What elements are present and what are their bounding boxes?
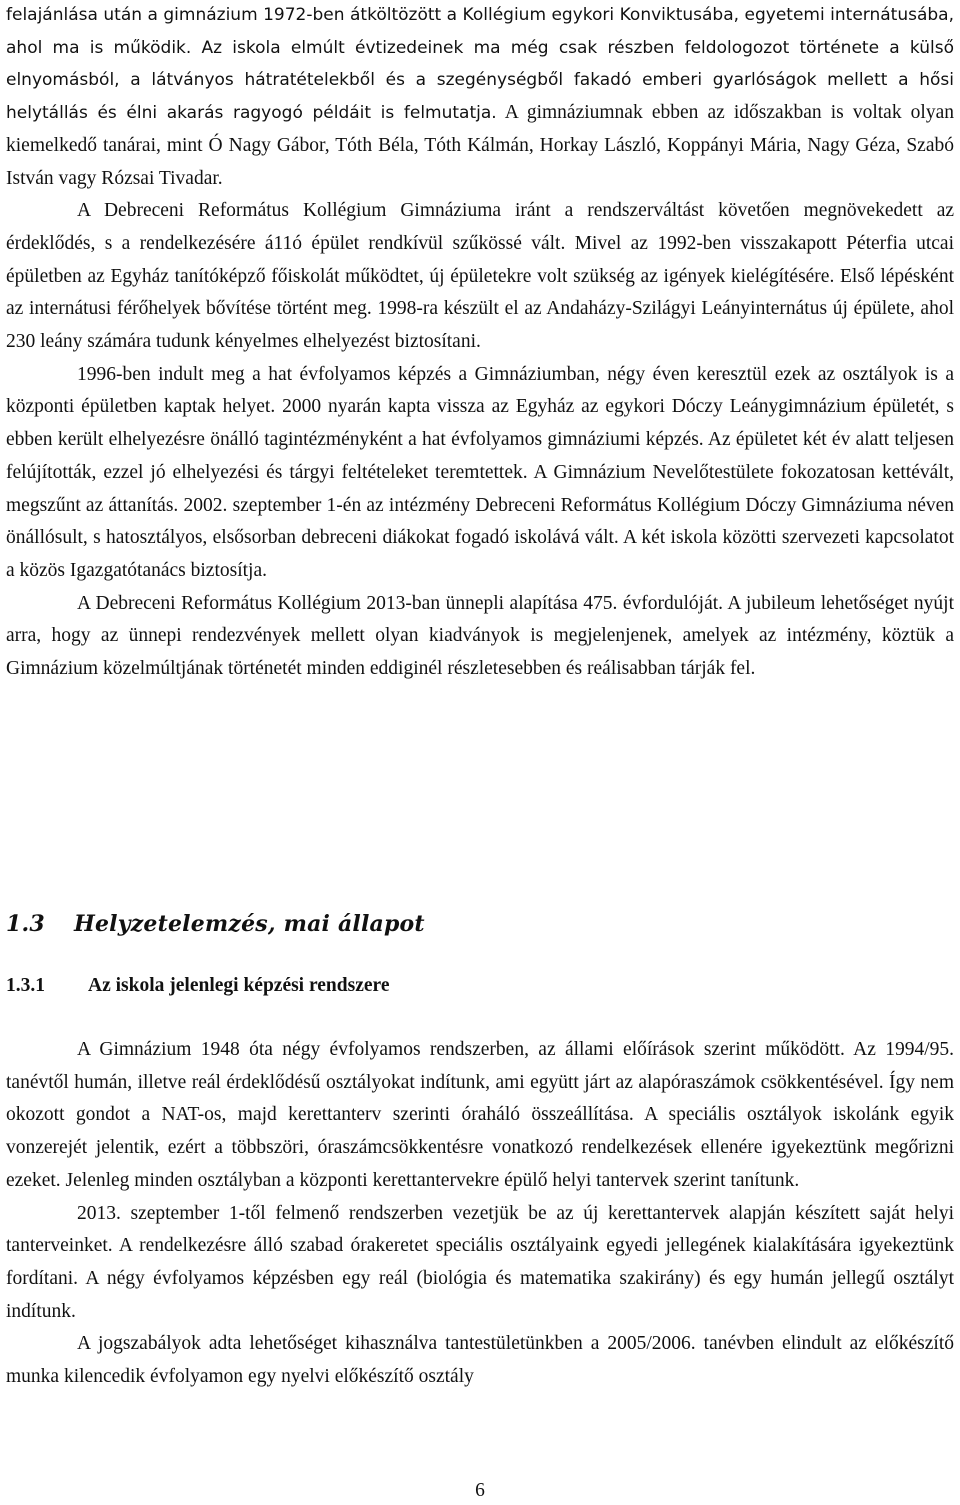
paragraph-history-4: A Debreceni Református Kollégium 2013-ban ünnepli alapítása 475. évfordulóját. A jubileum lehetőséget nyújt arra, hogy az ünnepi rendezvények mellett olyan kiadványok is megjelenjenek, amelyek az intézmény, köztük a Gimnázium közelmúltjának történetét minden eddiginél részletesebben és reálisabban tárják fel.: [6, 592, 954, 680]
section-heading: [6, 911, 425, 937]
history-section: [6, 0, 954, 686]
document-page: [6, 0, 954, 1505]
paragraph-history-3: 1996-ben indult meg a hat évfolyamos képzés a Gimnáziumban, négy éven keresztül ezek az osztályok is a központi épületben kaptak helyet. 2000 nyarán kapta vissza az Egyház az egykori Dóczy Leánygimnázium épületét, s ebben került elhelyezésre önálló tagintézményként a hat évfolyamos gimnáziumi képzés. Az épületet két év alatt teljesen felújították, ezzel jó elhelyezési és tárgyi feltételeket teremtettek. A Gimnázium Nevelőtestülete fokozatosan kettévált, megszűnt az áttanítás. 2002. szeptember 1-én az intézmény Debreceni Református Kollégium Dóczy Gimnáziuma néven önállósult, s hatosztályos, elsősorban debreceni diákokat fogadó iskolává vált. A két iskola közötti szervezeti kapcsolatot a közös Igazgatótanács biztosítja.: [6, 363, 954, 581]
paragraph-history-2: A Debreceni Református Kollégium Gimnáziuma iránt a rendszerváltást követően megnövekedett az érdeklődés, s a rendelkezésére á11ó épület rendkívül szűkössé vált. Mivel az 1992-ben visszakapott Péterfia utcai épületben az Egyház tanítóképző főiskolát működtet, új épületekre volt szükség az igények kielégítésére. Első lépésként az internátusi férőhelyek bővítése történt meg. 1998-ra készült el az Andaházy-Szilágyi Leányinternátus új épülete, ahol 230 leány számára tudunk kényelmes elhelyezést biztosítani.: [6, 200, 954, 353]
section-title: Helyzetelemzés, mai állapot: [74, 911, 425, 937]
paragraph-training-1: A Gimnázium 1948 óta négy évfolyamos rendszerben, az állami előírások szerint működött. Az 1994/95. tanévtől humán, illetve reál érdeklődésű osztályokat indítunk, ami együtt járt az alapóraszámok csökkentésével. Így nem okozott gondot a NAT-os, majd kerettanterv szerinti óraháló összeállítása. A speciális osztályok iskolánk egyik vonzerejét jelentik, ezért a többszöri, óraszámcsökkentésre vonatkozó rendelkezések ellenére igyekeztünk megőrizni ezeket. Jelenleg minden osztályban a központi kerettantervekre épülő helyi tantervek szerint tanítunk.: [6, 1039, 954, 1191]
page-number: 6: [475, 1480, 485, 1501]
subsection-number: 1.3.1: [6, 975, 45, 996]
subsection-title: Az iskola jelenlegi képzési rendszere: [88, 975, 390, 996]
training-system-section: [6, 1034, 954, 1394]
paragraph-history-1-part-b: A gimnáziumnak ebben az időszakban is voltak olyan kiemelkedő tanárai, mint Ó Nagy Gábor, Tóth Béla, Tóth Kálmán, Horkay László, Koppányi Mária, Nagy Géza, Szabó István vagy Rózsai Tivadar.: [6, 102, 954, 189]
paragraph-training-2: 2013. szeptember 1-től felmenő rendszerben vezetjük be az új kerettantervek alapján készített saját helyi tanterveinket. A rendelkezésre álló szabad órakeretet speciális osztályaink egyedi jellegének kialakítására igyekeztünk fordítani. A négy évfolyamos képzésben egy reál (biológia és matematika szakirány) és egy humán jellegű osztályt indítunk.: [6, 1202, 954, 1322]
paragraph-history-1-part-a: felajánlása után a gimnázium 1972-ben átköltözött a Kollégium egykori Konviktusába, egyetemi internátusába, ahol ma is működik. Az iskola elmúlt évtizedeinek ma még csak részben feldologozot története a külső elnyomásból, a látványos hátratételekből és a szegénységből fakadó emberi gyarlóságok mellett a hősi helytállás és élni akarás ragyogó példáit is felmutatja.: [6, 5, 954, 124]
paragraph-training-3: A jogszabályok adta lehetőséget kihasználva tantestületünkben a 2005/2006. tanévben elindult az előkészítő munka kilencedik évfolyamon egy nyelvi előkészítő osztály: [6, 1333, 954, 1388]
subsection-heading: [6, 975, 389, 997]
paragraph-history-1: [6, 0, 954, 195]
section-number: 1.3: [6, 911, 45, 937]
